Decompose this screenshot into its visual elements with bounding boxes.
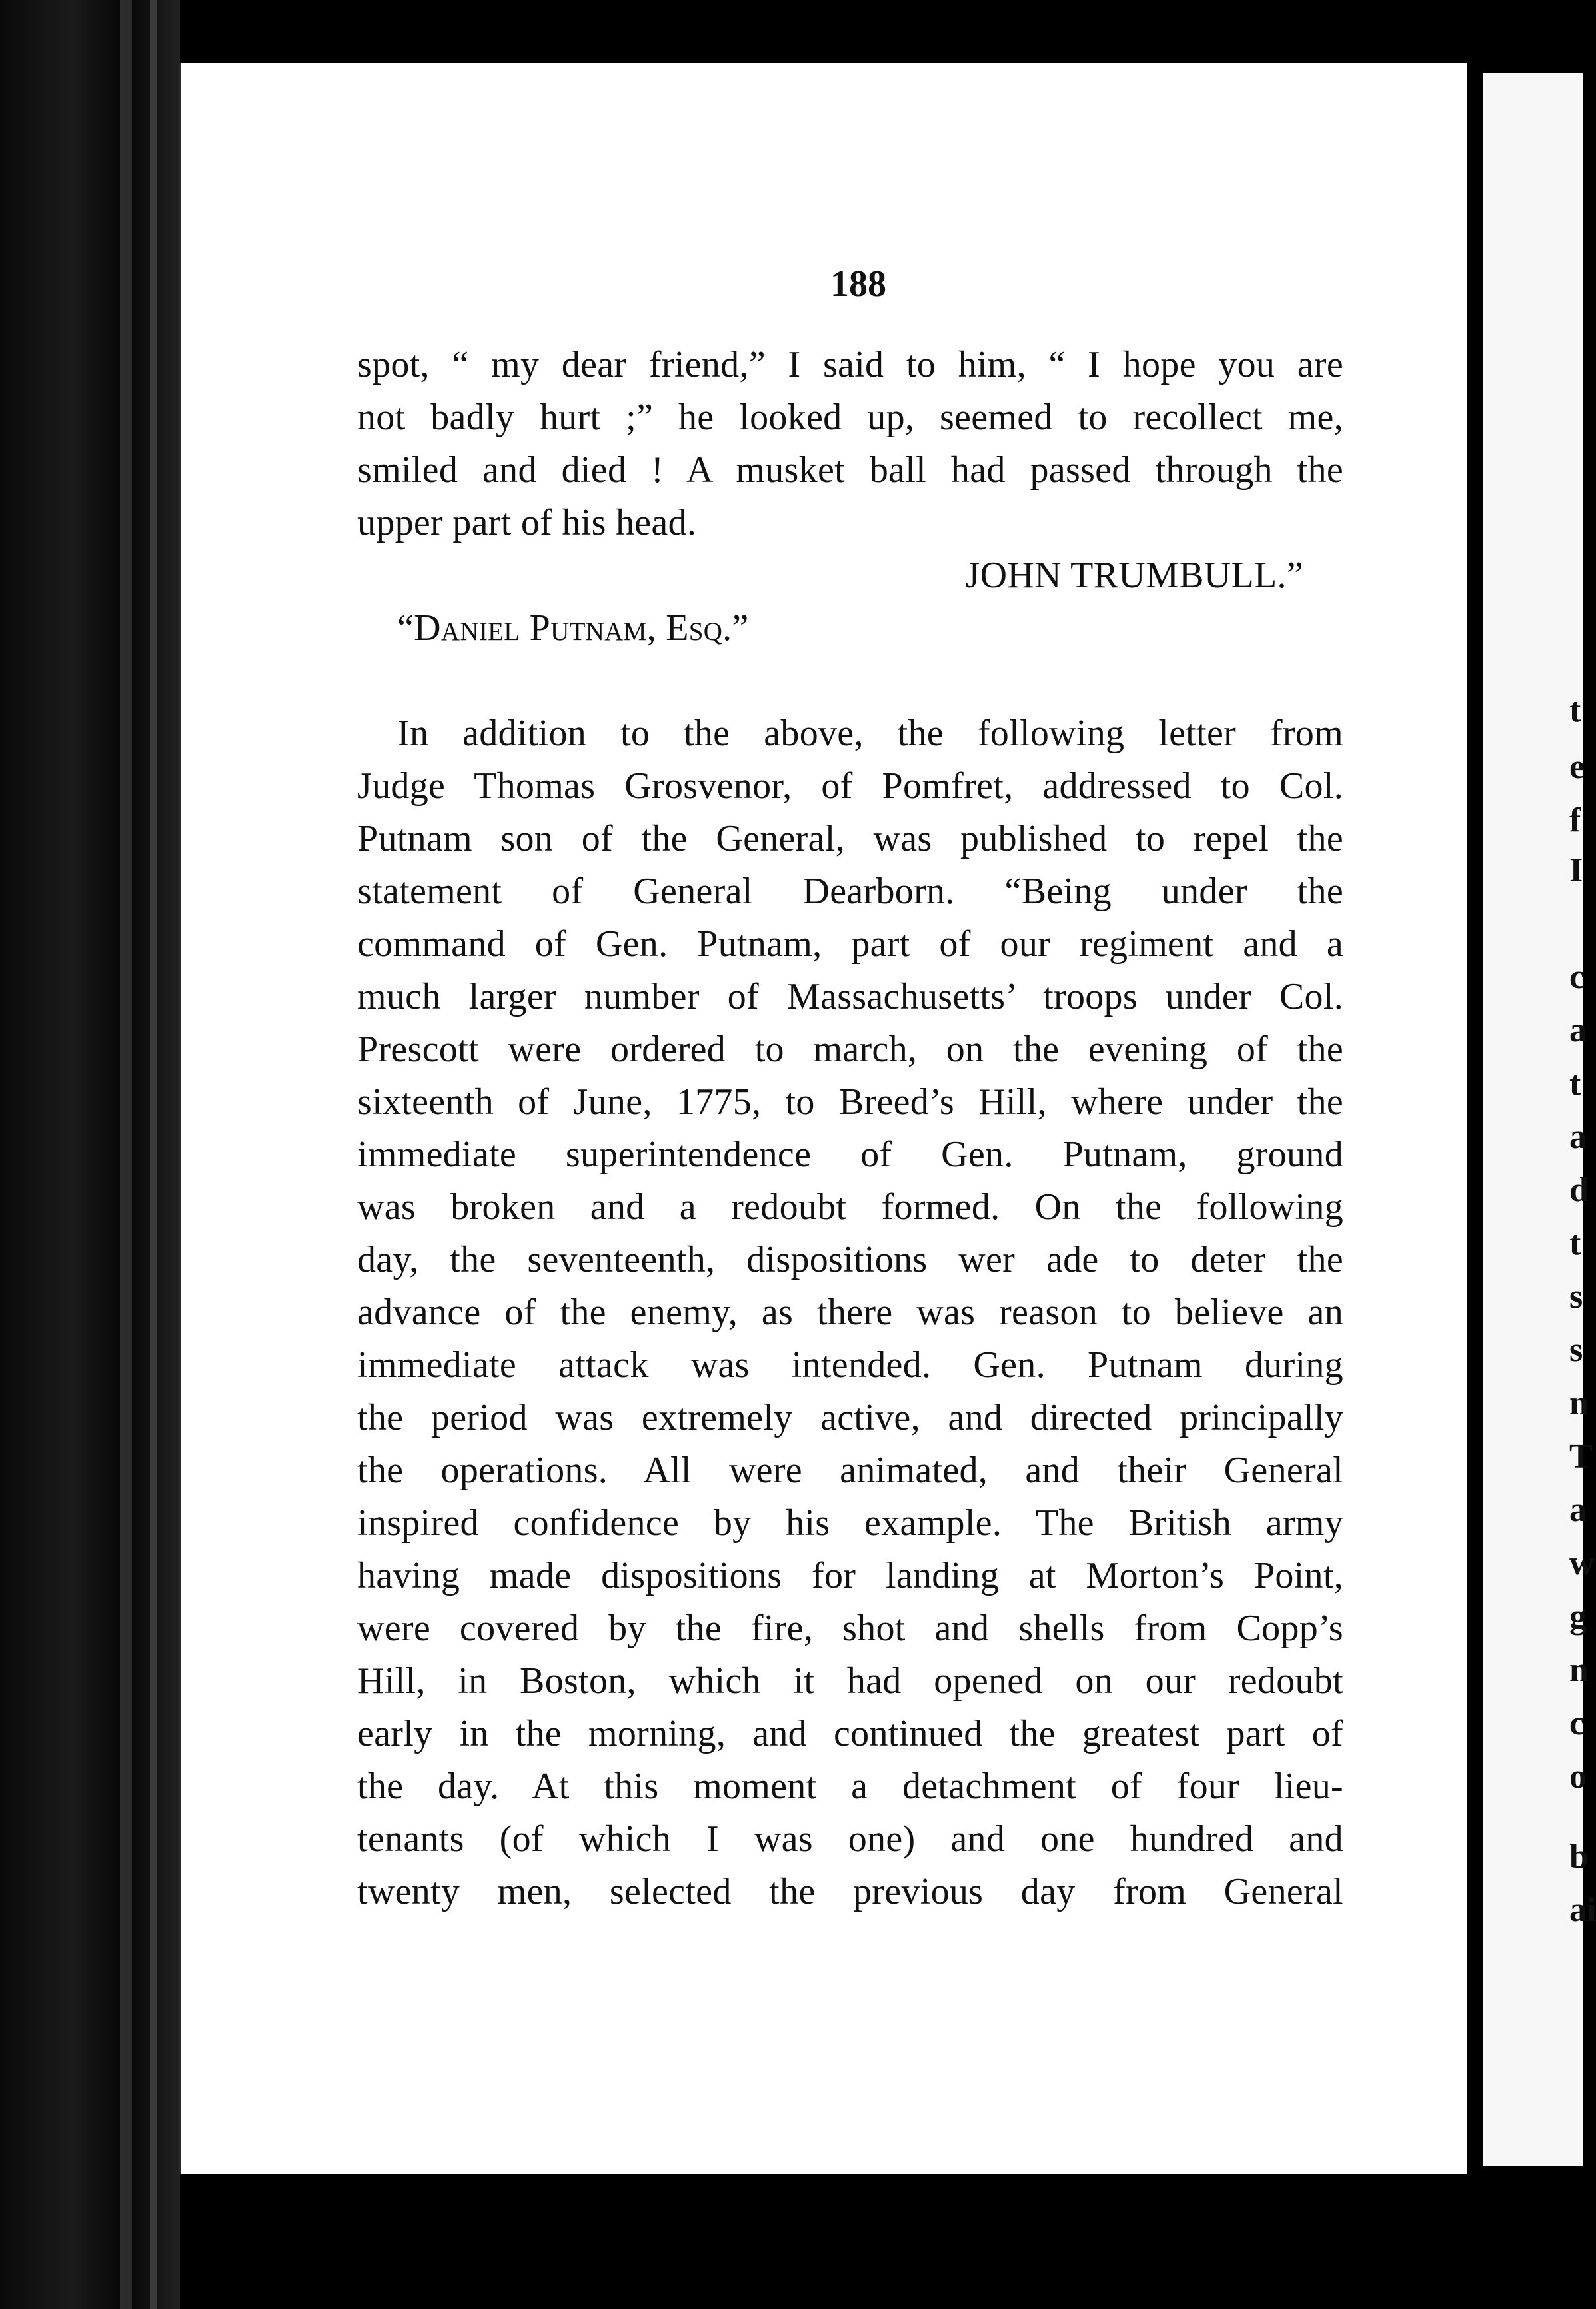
text-line: advance of the enemy, as there was reason to believe an xyxy=(357,1292,1343,1333)
text-line: the day. At this moment a detachment of four lieu- xyxy=(357,1766,1343,1807)
adjacent-page-letter: o xyxy=(1569,1758,1587,1796)
text-line: early in the morning, and continued the greatest part of xyxy=(357,1713,1343,1754)
adjacent-page-letter: t xyxy=(1569,1224,1581,1262)
adjacent-page-letter: a xyxy=(1569,1011,1587,1049)
adjacent-page-letter: ai xyxy=(1569,1891,1596,1929)
text-line: Putnam son of the General, was published to repel the xyxy=(357,818,1343,859)
text-line: In addition to the above, the following letter from xyxy=(397,713,1343,754)
adjacent-page-letter: t xyxy=(1569,1065,1581,1103)
text-line: Hill, in Boston, which it had opened on our redoubt xyxy=(357,1660,1343,1702)
text-line: immediate superintendence of Gen. Putnam, ground xyxy=(357,1134,1343,1175)
adjacent-page-letter: f xyxy=(1569,801,1581,839)
text-line: command of Gen. Putnam, part of our regiment and a xyxy=(357,923,1343,965)
text-line: was broken and a redoubt formed. On the following xyxy=(357,1186,1343,1228)
text-line: having made dispositions for landing at Morton’s Point, xyxy=(357,1555,1343,1596)
text-line: upper part of his head. xyxy=(357,502,697,543)
text-line: spot, “ my dear friend,” I said to him, “ I hope you are xyxy=(357,344,1343,385)
text-line: twenty men, selected the previous day from General xyxy=(357,1871,1343,1912)
adjacent-page-letter: t xyxy=(1569,691,1581,729)
adjacent-page-letter: n xyxy=(1569,1384,1589,1422)
text-line: sixteenth of June, 1775, to Breed’s Hill, where under the xyxy=(357,1081,1343,1123)
text-line: the operations. All were animated, and their General xyxy=(357,1450,1343,1491)
adjacent-page-letter: c xyxy=(1569,1704,1585,1742)
adjacent-page-letter: c xyxy=(1569,958,1585,996)
letter-addressee: “Daniel Putnam, Esq.” xyxy=(397,607,749,649)
text-line: inspired confidence by his example. The British army xyxy=(357,1502,1343,1544)
text-line: day, the seventeenth, dispositions wer ade to deter the xyxy=(357,1239,1343,1280)
text-line: not badly hurt ;” he looked up, seemed to recollect me, xyxy=(357,397,1343,438)
text-line: were covered by the fire, shot and shells from Copp’s xyxy=(357,1608,1343,1649)
text-line: Prescott were ordered to march, on the evening of the xyxy=(357,1029,1343,1070)
text-line: much larger number of Massachusetts’ troops under Col. xyxy=(357,976,1343,1017)
adjacent-page-letter: g xyxy=(1569,1598,1587,1636)
adjacent-page-letter: T xyxy=(1569,1438,1593,1476)
adjacent-page-letter: a xyxy=(1569,1491,1587,1529)
adjacent-page-letter: s xyxy=(1569,1278,1583,1316)
text-line: statement of General Dearborn. “Being under the xyxy=(357,871,1343,912)
text-line: immediate attack was intended. Gen. Putnam during xyxy=(357,1344,1343,1386)
spine-shadow xyxy=(120,0,132,2309)
text-line: smiled and died ! A musket ball had passed through the xyxy=(357,449,1343,491)
text-line: Judge Thomas Grosvenor, of Pomfret, addressed to Col. xyxy=(357,765,1343,807)
adjacent-page-letter: d xyxy=(1569,1171,1589,1209)
adjacent-page-letter: a xyxy=(1569,1118,1587,1156)
page-text xyxy=(357,339,1343,1918)
adjacent-page-letter: e xyxy=(1569,748,1585,786)
adjacent-page-letter: s xyxy=(1569,1331,1583,1369)
adjacent-page-letter: I xyxy=(1569,851,1583,889)
adjacent-page-letter: n xyxy=(1569,1651,1589,1689)
spine-shadow xyxy=(150,0,157,2309)
page-number: 188 xyxy=(830,263,886,305)
letter-signature: JOHN TRUMBULL.” xyxy=(965,555,1303,596)
adjacent-page-letter: b xyxy=(1569,1838,1589,1876)
adjacent-page-letter: w xyxy=(1569,1544,1595,1582)
paragraph-gap xyxy=(357,655,1343,707)
adjacent-page-edge xyxy=(1483,73,1583,2166)
text-line: tenants (of which I was one) and one hundred and xyxy=(357,1818,1343,1860)
text-line: the period was extremely active, and directed principally xyxy=(357,1397,1343,1438)
